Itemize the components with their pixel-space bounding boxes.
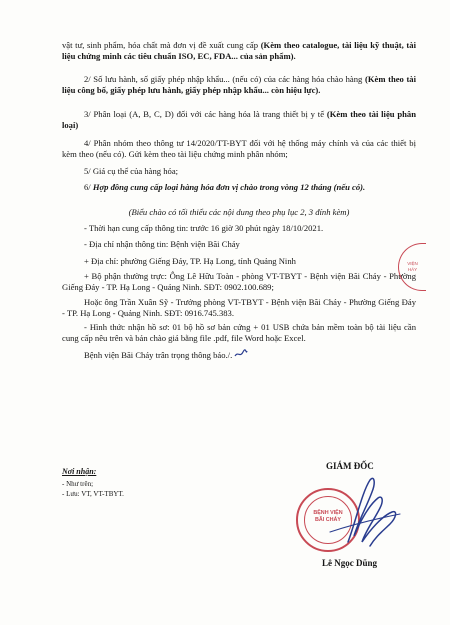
paragraph-1 bbox=[62, 40, 416, 62]
handwritten-signature bbox=[300, 472, 410, 562]
signer-title: GIÁM ĐỐC bbox=[326, 461, 374, 471]
side-stamp-line1: VIỆN bbox=[407, 261, 418, 266]
submission-format: - Hình thức nhận hồ sơ: 01 bộ hồ sơ bản cứng + 01 USB chứa bản mềm toàn bộ tài liệu cần cung cấp nêu trên và bản chào giá bằng file .pdf, file Word hoặc Excel. bbox=[62, 322, 416, 344]
recipients-title: Nơi nhận: bbox=[62, 467, 97, 476]
p2-text: 2/ Số lưu hành, số giấy phép nhập khẩu... (nếu có) của các hàng hóa chào hàng bbox=[84, 74, 365, 84]
stamp-text-2: BÃI CHÁY bbox=[314, 517, 342, 523]
p2-bold-text: (Kèm theo tài liệu công bố, giấy phép lưu hành, giấy phép nhập khẩu... còn hiệu lực). bbox=[62, 74, 416, 96]
initial-mark-icon bbox=[234, 349, 248, 359]
closing-line bbox=[62, 349, 416, 361]
paragraph-2 bbox=[62, 74, 416, 96]
paragraph-6 bbox=[62, 182, 416, 193]
deadline-line: - Thời hạn cung cấp thông tin: trước 16 giờ 30 phút ngày 18/10/2021. bbox=[84, 223, 324, 233]
receiving-place: - Địa chỉ nhận thông tin: Bệnh viện Bãi Cháy bbox=[84, 239, 240, 249]
p1-text: vật tư, sinh phẩm, hóa chất mà đơn vị đề xuất cung cấp bbox=[62, 40, 261, 50]
annex-note: (Biểu chào có tối thiểu các nội dung theo phụ lục 2, 3 đính kèm) bbox=[128, 207, 350, 217]
p3-text: 3/ Phân loại (A, B, C, D) đối với các hàng hóa là trang thiết bị y tế bbox=[84, 109, 327, 119]
signer-name: Lê Ngọc Dũng bbox=[322, 558, 378, 568]
p3-bold-text: (Kèm theo tài liệu phân loại) bbox=[62, 109, 417, 131]
contact-person-2: Hoặc ông Trần Xuân Sỹ - Trưởng phòng VT-TBYT - Bệnh viện Bãi Cháy - Phường Giếng Đáy - TP. Hạ Long - Quảng Ninh. SĐT: 0916.745.383. bbox=[62, 297, 416, 319]
contact-person-1: + Bộ phận thường trực: Ông Lê Hữu Toàn - phòng VT-TBYT - Bệnh viện Bãi Cháy - Phường Giếng Đáy - TP. Hạ Long - Quảng Ninh. SĐT: 0902.100.689; bbox=[62, 271, 416, 293]
paragraph-5: 5/ Giá cụ thể của hàng hóa; bbox=[84, 166, 179, 176]
recipient-item: - Lưu: VT, VT-TBYT. bbox=[62, 490, 124, 498]
p6-bold-text: Hợp đồng cung cấp loại hàng hóa đơn vị chào trong vòng 12 tháng (nếu có). bbox=[92, 182, 366, 192]
closing-text: Bệnh viện Bãi Cháy trân trọng thông báo./. bbox=[84, 350, 233, 360]
paragraph-3 bbox=[62, 109, 416, 131]
side-stamp-line2: HÁY bbox=[407, 266, 418, 272]
stamp-text-1: BỆNH VIỆN bbox=[313, 510, 343, 516]
p6-text: 6/ bbox=[84, 182, 93, 192]
address-line: + Địa chỉ: phường Giếng Đáy, TP. Hạ Long, tỉnh Quảng Ninh bbox=[84, 256, 296, 266]
paragraph-4: 4/ Phân nhóm theo thông tư 14/2020/TT-BYT đối với hệ thống máy chính và của các thiết bị kèm theo (nếu có). Gửi kèm theo tài liệu chứng minh phân nhóm; bbox=[62, 138, 416, 160]
recipient-item: - Như trên; bbox=[62, 480, 94, 488]
p1-bold-text: (Kèm theo catalogue, tài liệu kỹ thuật, tài liệu chứng minh các tiêu chuẩn ISO, EC, FDA... của sản phẩm). bbox=[62, 40, 416, 62]
